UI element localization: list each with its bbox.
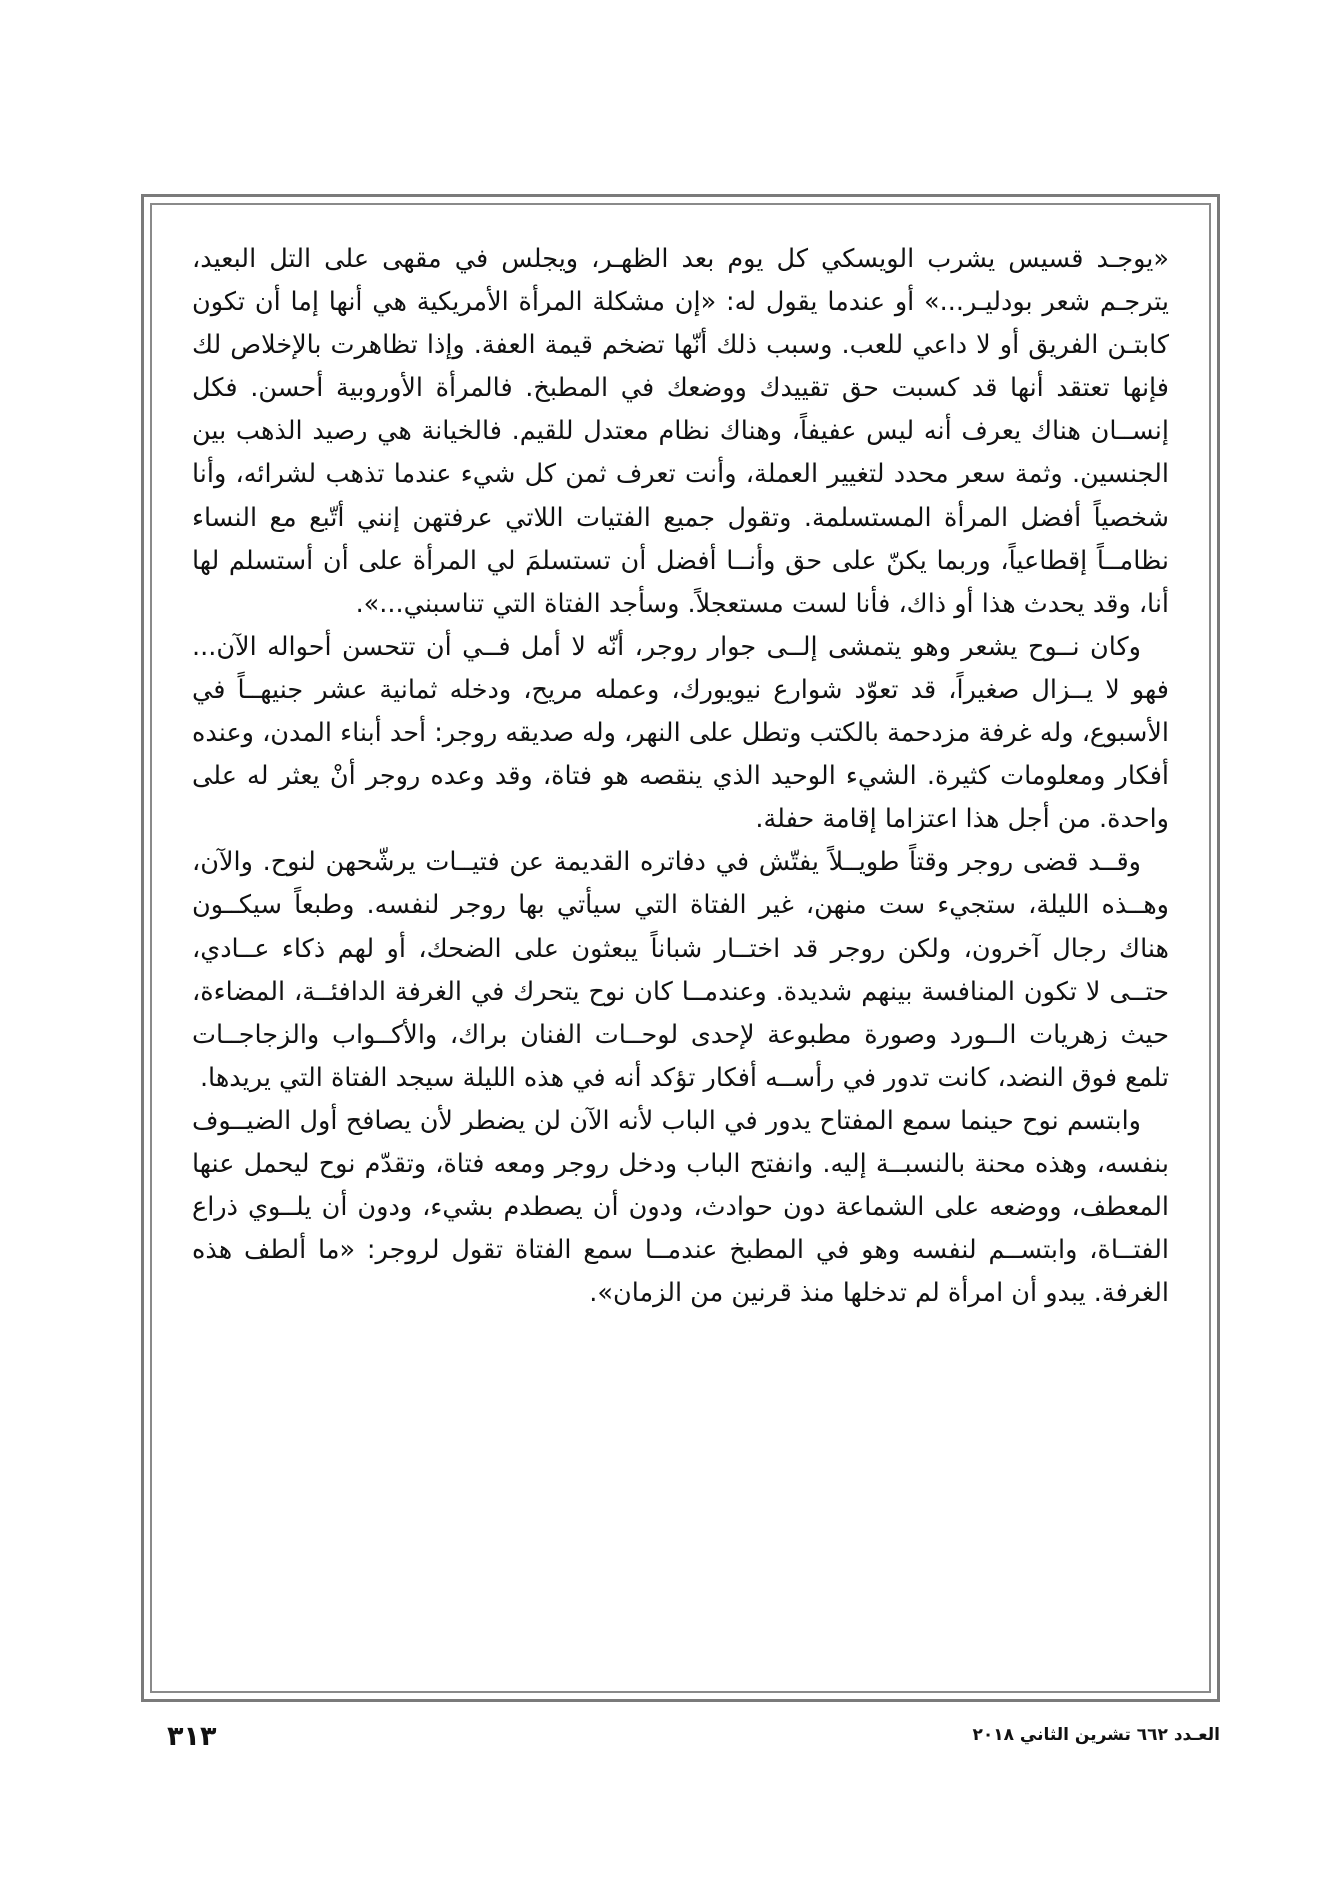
issue-info: العـدد ٦٦٢ تشرين الثاني ٢٠١٨ xyxy=(972,1725,1220,1745)
page-footer xyxy=(141,1721,1220,1755)
paragraph-4: وابتسم نوح حينما سمع المفتاح يدور في الباب لأنه الآن لن يضطر لأن يصافح أول الضيــوف بنفسه، وهذه محنة بالنسبــة إليه. وانفتح الباب ودخل روجر ومعه فتاة، وتقدّم نوح ليحمل عنها المعطف، ووضعه على الشماعة دون حوادث، ودون أن يصطدم بشيء، ودون أن يلــوي ذراع الفتــاة، وابتســم لنفسه وهو في المطبخ عندمــا سمع الفتاة تقول لروجر: «ما ألطف هذه الغرفة. يبدو أن امرأة لم تدخلها منذ قرنين من الزمان». xyxy=(192,1105,1169,1309)
paragraph-3: وقــد قضى روجر وقتاً طويــلاً يفتّش في دفاتره القديمة عن فتيــات يرشّحهن لنوح. والآن، وهــذه الليلة، ستجيء ست منهن، غير الفتاة التي سيأتي بها روجر لنفسه. وطبعاً سيكــون هناك رجال آخرون، ولكن روجر قد اختــار شباناً يبعثون على الضحك، أو لهم ذكاء عــادي، حتــى لا تكون المنافسة بينهم شديدة. وعندمــا كان نوح يتحرك في الغرفة الدافئــة، المضاءة، حيث زهريات الــورد وصورة مطبوعة لإحدى لوحــات الفنان براك، والأكــواب والزجاجــات تلمع فوق النضد، كانت تدور في رأســه أفكار تؤكد أنه في هذه الليلة سيجد الفتاة التي يريدها. xyxy=(192,847,1169,1093)
page-number: ٣١٣ xyxy=(167,1721,217,1752)
body-text xyxy=(192,238,1169,1315)
paragraph-1: «يوجـد قسيس يشرب الويسكي كل يوم بعد الظهـر، ويجلس في مقهى على التل البعيد، يترجـم شعر بودليـر...» أو عندما يقول له: «إن مشكلة المرأة الأمريكية هي أنها إما أن تكون كابتـن الفريق أو لا داعي للعب. وسبب ذلك أنّها تضخم قيمة العفة. وإذا تظاهرت بالإخلاص لك فإنها تعتقد أنها قد كسبت حق تقييدك ووضعك في المطبخ. فالمرأة الأوروبية أحسن. فكل إنســان هناك يعرف أنه ليس عفيفاً، وهناك نظام معتدل للقيم. فالخيانة هي رصيد الذهب بين الجنسين. وثمة سعر محدد لتغيير العملة، وأنت تعرف ثمن كل شيء عندما تذهب لشرائه، وأنا شخصياً أفضل المرأة المستسلمة. وتقول جميع الفتيات اللاتي عرفتهن إنني أتّبع مع النساء نظامــاً إقطاعياً، وربما يكنّ على حق وأنــا أفضل أن تستسلمَ لي المرأة على أن أستسلم لها أنا، وقد يحدث هذا أو ذاك، فأنا لست مستعجلاً. وسأجد الفتاة التي تناسبني...». xyxy=(192,244,1169,619)
paragraph-2: وكان نــوح يشعر وهو يتمشى إلــى جوار روجر، أنّه لا أمل فــي أن تتحسن أحواله الآن... فهو لا يــزال صغيراً، قد تعوّد شوارع نيويورك، وعمله مريح، ودخله ثمانية عشر جنيهــاً في الأسبوع، وله غرفة مزدحمة بالكتب وتطل على النهر، وله صديقه روجر: أحد أبناء المدن، وعنده أفكار ومعلومات كثيرة. الشيء الوحيد الذي ينقصه هو فتاة، وقد وعده روجر أنْ يعثر له على واحدة. من أجل هذا اعتزاما إقامة حفلة. xyxy=(192,631,1169,835)
